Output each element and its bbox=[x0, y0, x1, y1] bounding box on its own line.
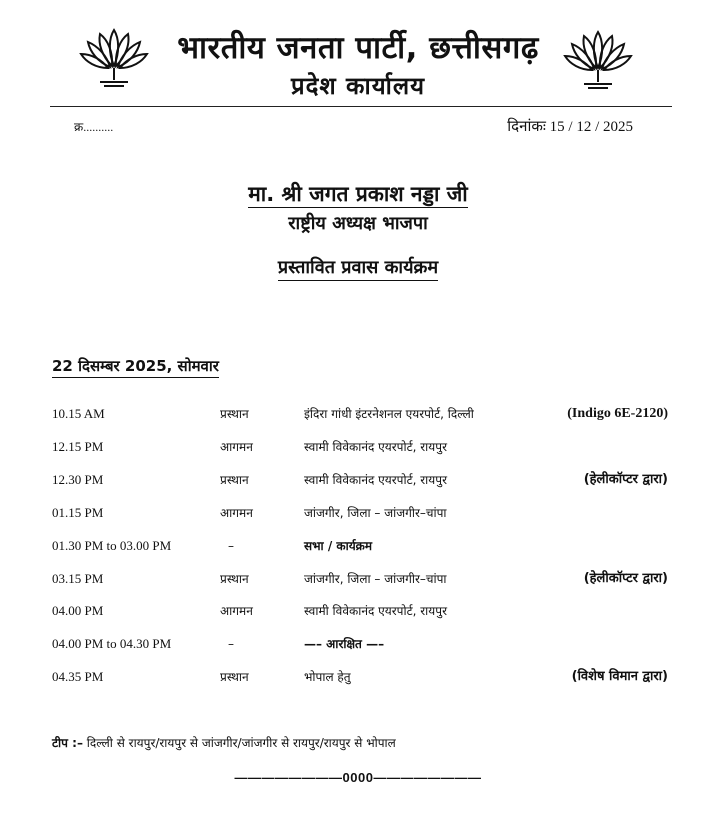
schedule-activity: आगमन bbox=[220, 604, 253, 618]
schedule-row bbox=[0, 633, 716, 655]
schedule-activity: – bbox=[228, 539, 234, 553]
schedule-row bbox=[0, 436, 716, 458]
lotus-icon-right bbox=[562, 28, 634, 92]
dignitary-name bbox=[0, 180, 716, 208]
route-note-text: दिल्ली से रायपुर/रायपुर से जांजगीर/जांजगीर से रायपुर/रायपुर से भोपाल bbox=[86, 736, 396, 750]
schedule-time: 12.15 PM bbox=[52, 439, 104, 454]
lotus-icon-left bbox=[78, 26, 150, 90]
schedule-mode: (Indigo 6E-2120) bbox=[567, 406, 668, 421]
schedule-row bbox=[0, 600, 716, 622]
schedule-row bbox=[0, 666, 716, 688]
schedule-time: 10.15 AM bbox=[52, 406, 105, 421]
schedule-place: स्वामी विवेकानंद एयरपोर्ट, रायपुर bbox=[304, 440, 447, 454]
schedule-time: 03.15 PM bbox=[52, 571, 104, 586]
route-note bbox=[52, 733, 396, 753]
schedule-activity: आगमन bbox=[220, 440, 253, 454]
schedule-row bbox=[0, 568, 716, 590]
lotus-icon bbox=[78, 26, 150, 90]
day-heading bbox=[52, 356, 219, 376]
letter-date: दिनांकः 15 / 12 / 2025 bbox=[507, 119, 633, 135]
schedule-time: 04.35 PM bbox=[52, 669, 104, 684]
schedule-row bbox=[0, 535, 716, 557]
schedule-mode: (विशेष विमान द्वारा) bbox=[571, 669, 668, 684]
schedule-activity: आगमन bbox=[220, 506, 253, 520]
schedule-activity: प्रस्थान bbox=[220, 407, 249, 421]
schedule-row bbox=[0, 403, 716, 425]
schedule-place: —– आरक्षित —– bbox=[304, 637, 385, 651]
office-name: प्रदेश कार्यालय bbox=[290, 72, 426, 100]
schedule-place: सभा / कार्यक्रम bbox=[304, 539, 373, 553]
schedule-row bbox=[0, 502, 716, 524]
schedule-place: जांजगीर, जिला – जांजगीर–चांपा bbox=[304, 572, 447, 586]
schedule-mode: (हेलीकॉप्टर द्वारा) bbox=[583, 472, 668, 487]
header-divider bbox=[50, 106, 672, 107]
schedule-activity: प्रस्थान bbox=[220, 572, 249, 586]
day-heading-text: 22 दिसम्बर 2025, सोमवार bbox=[52, 357, 219, 378]
schedule-place: इंदिरा गांधी इंटरनेशनल एयरपोर्ट, दिल्ली bbox=[304, 407, 474, 421]
schedule-activity: – bbox=[228, 637, 234, 651]
schedule-time: 04.00 PM to 04.30 PM bbox=[52, 636, 172, 651]
dignitary-designation: राष्ट्रीय अध्यक्ष भाजपा bbox=[288, 213, 428, 234]
reference-number: क्र.......... bbox=[74, 120, 114, 134]
schedule-time: 04.00 PM bbox=[52, 603, 104, 618]
schedule-mode: (हेलीकॉप्टर द्वारा) bbox=[583, 571, 668, 586]
schedule-row bbox=[0, 469, 716, 491]
schedule-activity: प्रस्थान bbox=[220, 670, 249, 684]
dignitary-name-text: मा. श्री जगत प्रकाश नड्डा जी bbox=[248, 182, 468, 206]
schedule-time: 01.30 PM to 03.00 PM bbox=[52, 538, 172, 553]
lotus-icon bbox=[562, 28, 634, 92]
schedule-activity: प्रस्थान bbox=[220, 473, 249, 487]
org-name: भारतीय जनता पार्टी, छत्तीसगढ़ bbox=[177, 30, 539, 66]
schedule-time: 01.15 PM bbox=[52, 505, 104, 520]
schedule-place: भोपाल हेतु bbox=[304, 670, 351, 684]
end-mark: ————————0000———————— bbox=[234, 770, 482, 785]
program-title bbox=[0, 256, 716, 280]
schedule-time: 12.30 PM bbox=[52, 472, 104, 487]
route-note-label: टीप :– bbox=[52, 736, 83, 750]
schedule-place: जांजगीर, जिला – जांजगीर–चांपा bbox=[304, 506, 447, 520]
program-title-text: प्रस्तावित प्रवास कार्यक्रम bbox=[278, 257, 438, 281]
schedule-place: स्वामी विवेकानंद एयरपोर्ट, रायपुर bbox=[304, 604, 447, 618]
schedule-place: स्वामी विवेकानंद एयरपोर्ट, रायपुर bbox=[304, 473, 447, 487]
